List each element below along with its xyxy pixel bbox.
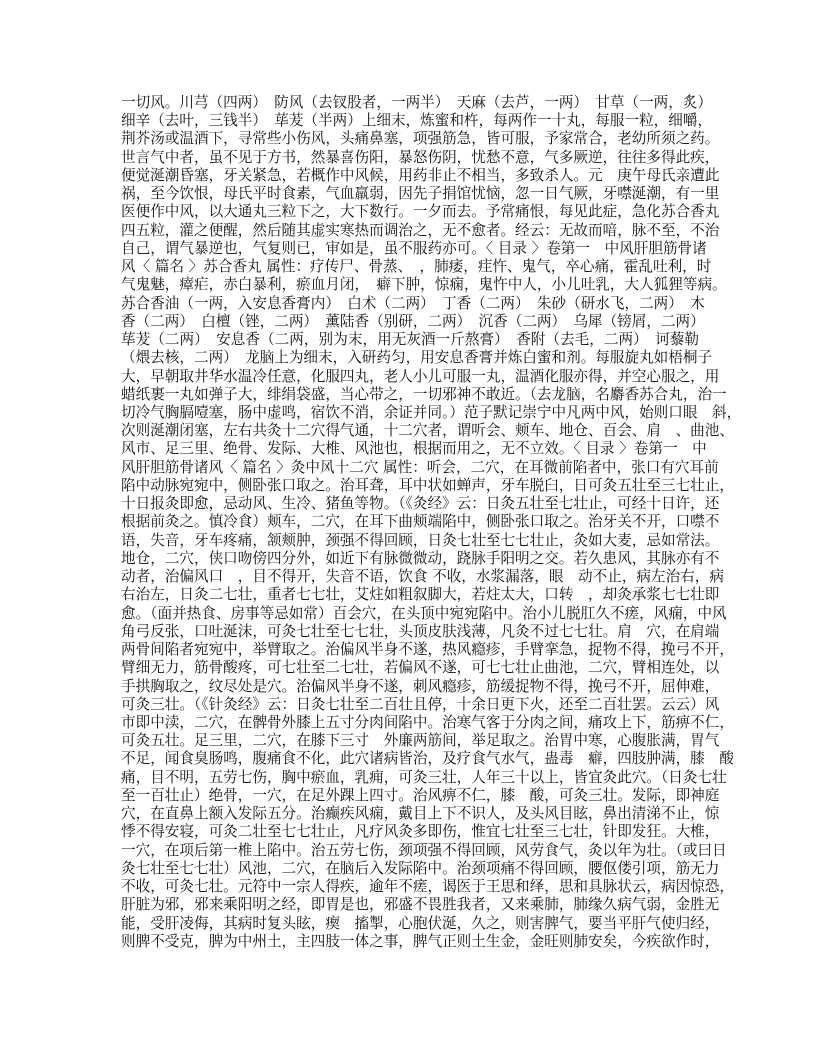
text-line: 愈。（面并热食、房事等忌如常）百会穴，在头顶中宛宛陷中。治小儿脱肛久不瘥，风痫，中风 — [121, 604, 727, 622]
document-body — [121, 94, 742, 951]
text-line: 一切风。川芎（四两） 防风（去钗股者，一两半） 天麻（去芦，一两） 甘草（一两，炙） — [121, 94, 713, 111]
text-line: 则脾不受克，脾为中州土，主四肢一体之事，脾气正则土生金，金旺则肺安矣，今疾欲作时， — [121, 932, 720, 950]
text-line: 荆芥汤或温酒下，寻常些小伤风，头痛鼻塞，项强筋急，皆可服，予家常合，老幼所须之药。 — [121, 130, 720, 148]
text-line: 风〈 篇名 〉苏合香丸 属性：疗传尸、骨蒸、 ，肺痿，疰忤、鬼气，卒心痛，霍乱吐利，时 — [121, 258, 712, 276]
text-line: 灸七壮至七七壮）风池，二穴，在脑后入发际陷中。治颈项痛不得回顾，腰伛偻引项，筋无力 — [121, 859, 720, 877]
text-line: 风市、足三里、绝骨、发际、大椎、风池也，根据而用之，无不立效。〈 目录 〉卷第一 中 — [121, 440, 707, 458]
text-line: 一穴，在项后第一椎上陷中。治五劳七伤，颈项强不得回顾，风劳食气，灸以年为壮。（或曰日 — [121, 841, 727, 859]
text-line: 次则涎潮闭塞，左右共灸十二穴得气通，十二穴者，谓听会、颊车、地仓、百会、肩 、曲池、 — [121, 422, 734, 440]
text-line: 四五粒，灌之便醒，然后随其虚实寒热而调治之，无不愈者。经云：无故而喑，脉不至，不治 — [121, 221, 720, 239]
text-line: 市即中渎，二穴，在髀骨外膝上五寸分肉间陷中。治寒气客于分肉之间，痛攻上下，筋痹不仁， — [121, 713, 734, 731]
text-line: 穴，在直鼻上额入发际五分。治癫疾风痫，戴目上下不识人，及头风目眩，鼻出清涕不止，惊 — [121, 805, 720, 823]
text-line: 风肝胆筋骨诸风〈 篇名 〉灸中风十二穴 属性：听会，二穴，在耳微前陷者中，张口有穴耳前 — [121, 458, 719, 476]
text-line: 根据前灸之。慎冷食）颊车，二穴，在耳下曲颊端陷中，侧卧张口取之。治牙关不开，口噤不 — [121, 513, 720, 531]
text-line: 大，早朝取井华水温冷任意，化服四丸，老人小儿可服一丸，温酒化服亦得，并空心服之，用 — [121, 367, 720, 385]
text-line: 世言气中者，虽不见于方书，然暴喜伤阳，暴怒伤阴，忧愁不意，气多厥逆，往往多得此疾， — [121, 148, 720, 166]
text-line: 气鬼魅，瘴疟，赤白暴利，瘀血月闭， 癖下肿，惊痫，鬼忤中人，小儿吐乳，大人狐狸等病。 — [121, 276, 727, 294]
text-line: 右治左，日灸二七壮，重者七七壮，艾炷如粗叙脚大，若炷太大，口转 ，却灸承浆七七壮即 — [121, 586, 720, 604]
text-line: 苏合香油（一两，入安息香膏内） 白术（二两） 丁香（二两） 朱砂（研水飞，二两） 木 — [121, 294, 705, 312]
text-line: 肝脏为邪，邪来乘阳明之经，即胃是也，邪盛不畏胜我者，又来乘肺，肺缘久病气弱，金胜无 — [121, 896, 720, 914]
text-line: 可灸五壮。足三里，二穴，在膝下三寸 外廉两筋间，举足取之。治胃中寒，心腹胀满，胃气 — [121, 732, 720, 750]
text-line: 两骨间陷者宛宛中，举臂取之。治偏风半身不遂，热风瘾疹，手臂挛急，捉物不得，挽弓不开， — [121, 641, 734, 659]
text-line: 臂细无力，筋骨酸疼，可七壮至二七壮，若偏风不遂，可七七壮止曲池，二穴，臂相连处，以 — [121, 659, 720, 677]
text-line: 至一百壮止）绝骨，一穴，在足外踝上四寸。治风痹不仁，膝 酸，可灸三壮。发际，即神庭 — [121, 786, 720, 804]
text-line: 动者，治偏风口 ，目不得开，失音不语，饮食 不收，水浆漏落，眼 动不止，病左治右，病 — [121, 568, 724, 586]
text-line: 便觉涎潮昏塞，牙关紧急，若概作中风候，用药非止不相当，多致杀人。元 庚午母氏亲遭此 — [121, 166, 720, 184]
text-line: 角弓反张，口吐涎沫，可灸七壮至七七壮，头顶皮肤浅薄，凡灸不过七七壮。肩 穴，在肩端 — [121, 622, 720, 640]
text-line: 荜茇（二两） 安息香（二两，别为末，用无灰酒一斤熬膏） 香附（去毛，二两） 诃藜勒 — [121, 331, 699, 349]
text-line: 切冷气胸膈噎塞，肠中虚鸣，宿饮不消，余证并同。）范子默记崇宁中凡两中风，始则口眼 斜， — [121, 403, 742, 421]
text-line: 悸不得安寝，可灸二壮至七七壮止，凡疗风灸多即伤，惟宜七壮至三七壮，针即发狂。大椎， — [121, 823, 720, 841]
text-line: 语，失音，牙车疼痛，颔颊肿，颈强不得回顾，日灸七壮至七七壮止，灸如大麦，忌如常法。 — [121, 531, 720, 549]
text-line: 自己，谓气暴逆也，气复则已，审如是，虽不服药亦可。〈 目录 〉卷第一 中风肝胆筋骨诸 — [121, 239, 707, 257]
text-line: 十日报灸即愈，忌动风、生冷、猪鱼等物。（《灸经》云：日灸五壮至七壮止，可经十日许，还 — [121, 495, 720, 513]
text-line: 祸，至今饮恨，母氏平时食素，气血羸弱，因先子捐馆忧恼，忽一日气厥，牙噤涎潮，有一里 — [121, 185, 720, 203]
text-line: 细辛（去叶，三钱半） 荜茇（半两）上细末，炼蜜和杵，每两作一十丸，每服一粒，细嚼， — [121, 112, 713, 130]
text-line: 不足，闻食臭肠鸣，腹痛食不化，此穴诸病皆治，及疗食气水气，蛊毒 癖，四肢肿满，膝 酸 — [121, 750, 734, 768]
text-line: 手拱胸取之，纹尽处是穴。治偏风半身不遂，刺风瘾疹，筋缓捉物不得，挽弓不开，屈伸难， — [121, 677, 720, 695]
text-line: 痛，目不明，五劳七伤，胸中瘀血，乳痈，可灸三壮，人年三十以上，皆宜灸此穴。（日灸七壮 — [121, 768, 727, 786]
text-line: 地仓，二穴，侠口吻傍四分外，如近下有脉微微动，跷脉手阳明之交。若久患风，其脉亦有不 — [121, 549, 720, 567]
text-line: 医便作中风，以大通丸三粒下之，大下数行。一夕而去。予常痛恨，每见此症，急化苏合香丸 — [121, 203, 720, 221]
text-line: 陷中动脉宛宛中，侧卧张口取之。治耳聋，耳中状如蝉声，牙车脱臼，日可灸五壮至三七壮止， — [121, 476, 734, 494]
text-line: 能，受肝凌侮，其病时复头眩，瘈 搐掣，心胞伏涎，久之，则害脾气，要当平肝气使归经， — [121, 914, 720, 932]
text-line: 不收，可灸七壮。元符中一宗人得疾，逾年不瘥，谒医于王思和绎，思和具脉状云，病因惊恐， — [121, 878, 734, 896]
text-line: 蜡纸裹一丸如弹子大，绯绢袋盛，当心带之，一切邪神不敢近。（去龙脑，名麝香苏合丸，治一 — [121, 385, 727, 403]
text-line: 可灸三壮。（《针灸经》云：日灸七壮至二百壮且停，十余日更下火，还至二百壮罢。云云）风 — [121, 695, 720, 713]
text-line: （煨去核，二两） 龙脑上为细末，入研药匀，用安息香膏并炼白蜜和剂。每服旋丸如梧桐子 — [121, 349, 713, 367]
text-line: 香（二两） 白檀（锉，二两） 薰陆香（别研，二两） 沉香（二两） 乌犀（镑屑，二两） — [121, 312, 705, 330]
